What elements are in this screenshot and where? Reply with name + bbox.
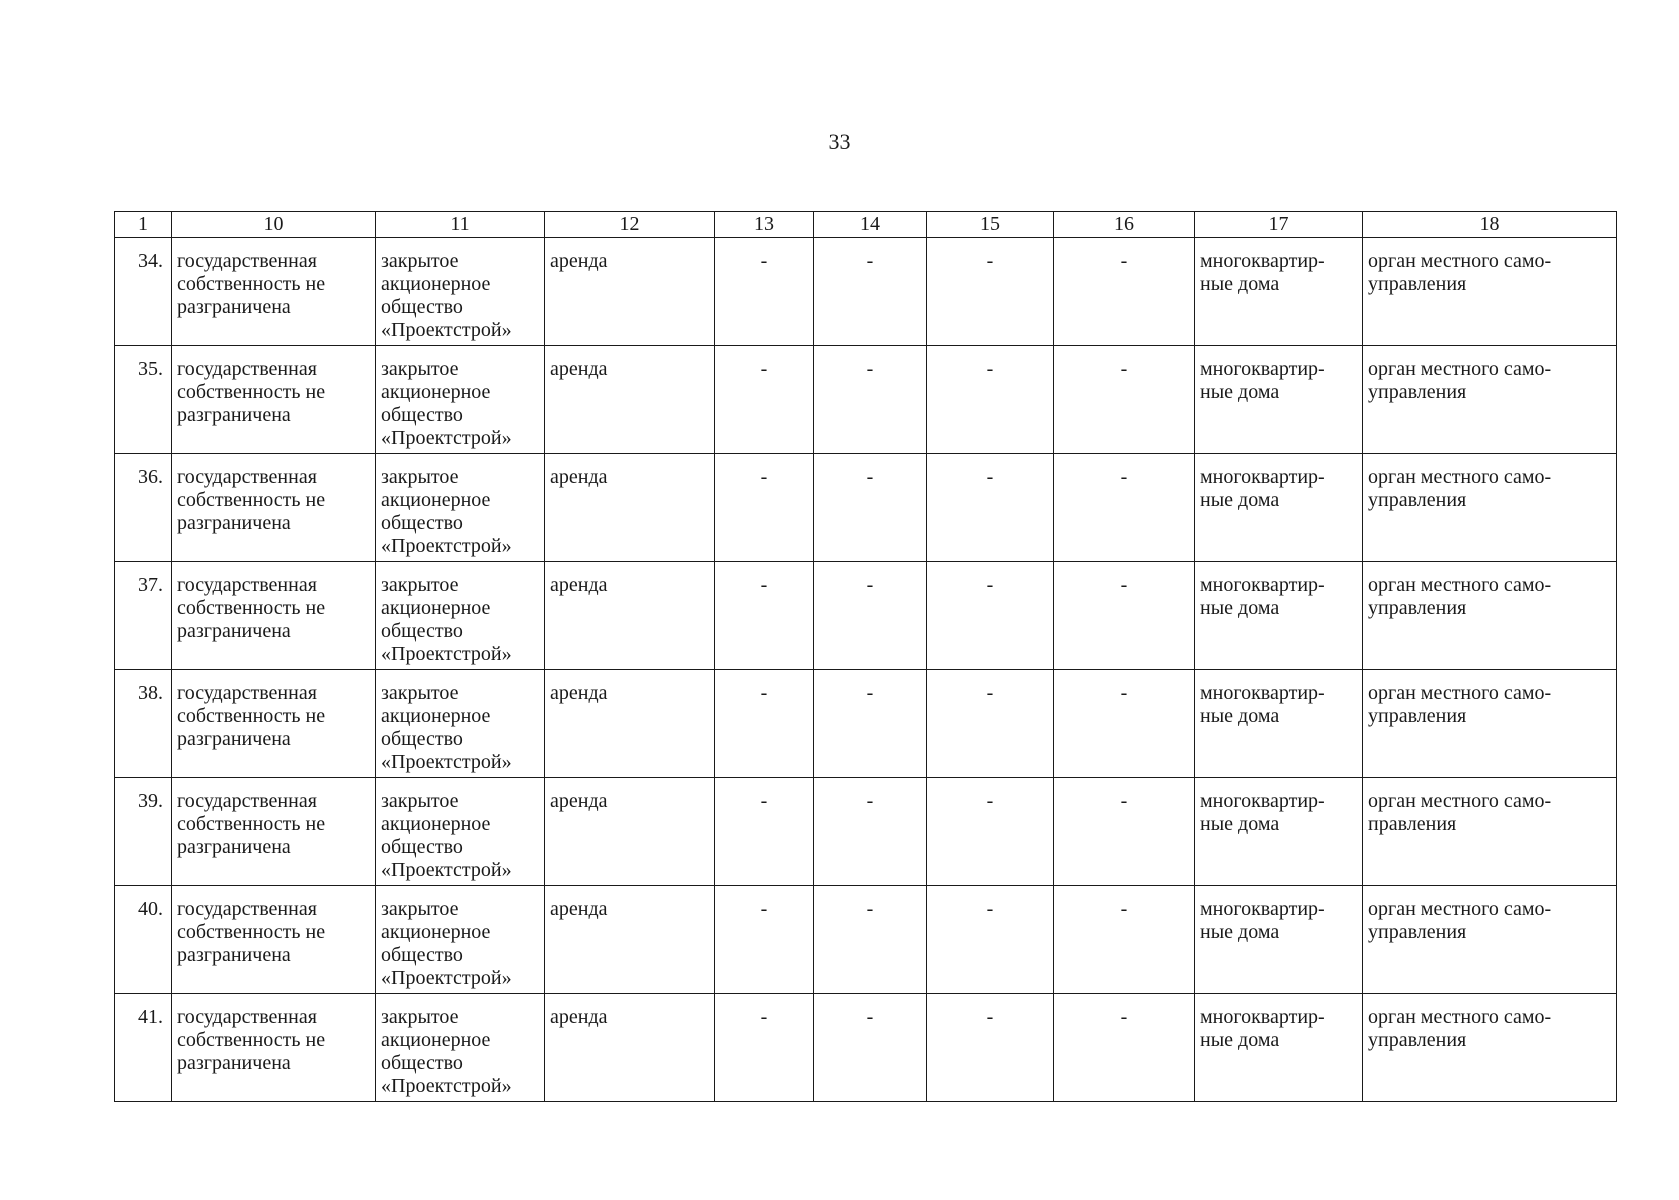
authority-cell	[1363, 994, 1617, 1102]
cell-line: управления	[1368, 921, 1467, 943]
holder-cell	[376, 454, 545, 562]
col13-cell: -	[715, 454, 814, 562]
cell-line: «Проектстрой»	[381, 319, 512, 341]
cell-line: государственная	[177, 574, 317, 596]
cell-line: орган местного само-	[1368, 466, 1552, 488]
col13-cell: -	[715, 346, 814, 454]
cell-line: орган местного само-	[1368, 1006, 1552, 1028]
cell-line: акционерное	[381, 705, 491, 727]
authority-cell	[1363, 670, 1617, 778]
col14-cell: -	[814, 454, 927, 562]
cell-line: закрытое	[381, 1006, 459, 1028]
cell-line: орган местного само-	[1368, 898, 1552, 920]
usage-cell	[1195, 238, 1363, 346]
table-row	[115, 994, 1617, 1102]
cell-line: государственная	[177, 1006, 317, 1028]
col16-cell: -	[1054, 670, 1195, 778]
col15-cell: -	[927, 346, 1054, 454]
right-type-cell: аренда	[545, 238, 715, 346]
col16-cell: -	[1054, 994, 1195, 1102]
column-header: 15	[927, 212, 1054, 238]
col16-cell: -	[1054, 346, 1195, 454]
ownership-cell	[172, 562, 376, 670]
cell-line: многоквартир-	[1200, 574, 1325, 596]
cell-line: многоквартир-	[1200, 1006, 1325, 1028]
cell-line: собственность не	[177, 921, 326, 943]
cell-line: управления	[1368, 489, 1467, 511]
col16-cell: -	[1054, 562, 1195, 670]
cell-line: «Проектстрой»	[381, 535, 512, 557]
authority-cell	[1363, 778, 1617, 886]
cell-line: ные дома	[1200, 1029, 1280, 1051]
right-type-cell: аренда	[545, 562, 715, 670]
cell-line: орган местного само-	[1368, 682, 1552, 704]
cell-line: общество	[381, 1052, 463, 1074]
col15-cell: -	[927, 238, 1054, 346]
cell-line: общество	[381, 404, 463, 426]
cell-line: управления	[1368, 381, 1467, 403]
cell-line: ные дома	[1200, 705, 1280, 727]
cell-line: многоквартир-	[1200, 682, 1325, 704]
right-type-cell: аренда	[545, 778, 715, 886]
cell-line: общество	[381, 728, 463, 750]
column-header: 16	[1054, 212, 1195, 238]
cell-line: общество	[381, 512, 463, 534]
cell-line: государственная	[177, 790, 317, 812]
cell-line: общество	[381, 836, 463, 858]
usage-cell	[1195, 670, 1363, 778]
cell-line: ные дома	[1200, 489, 1280, 511]
column-header: 17	[1195, 212, 1363, 238]
cell-line: государственная	[177, 898, 317, 920]
cell-line: собственность не	[177, 381, 326, 403]
cell-line: разграничена	[177, 296, 291, 318]
cell-line: государственная	[177, 358, 317, 380]
col14-cell: -	[814, 670, 927, 778]
col15-cell: -	[927, 562, 1054, 670]
cell-line: собственность не	[177, 1029, 326, 1051]
right-type-cell: аренда	[545, 454, 715, 562]
usage-cell	[1195, 454, 1363, 562]
col14-cell: -	[814, 886, 927, 994]
col13-cell: -	[715, 886, 814, 994]
page-number: 33	[828, 129, 851, 154]
holder-cell	[376, 238, 545, 346]
cell-line: разграничена	[177, 728, 291, 750]
holder-cell	[376, 778, 545, 886]
right-type-cell: аренда	[545, 670, 715, 778]
cell-line: «Проектстрой»	[381, 967, 512, 989]
column-header: 13	[715, 212, 814, 238]
cell-line: многоквартир-	[1200, 790, 1325, 812]
right-type-cell: аренда	[545, 346, 715, 454]
registry-table	[114, 211, 1617, 1102]
cell-line: «Проектстрой»	[381, 751, 512, 773]
ownership-cell	[172, 778, 376, 886]
cell-line: разграничена	[177, 944, 291, 966]
authority-cell	[1363, 886, 1617, 994]
cell-line: закрытое	[381, 466, 459, 488]
ownership-cell	[172, 238, 376, 346]
authority-cell	[1363, 562, 1617, 670]
col16-cell: -	[1054, 454, 1195, 562]
col14-cell: -	[814, 778, 927, 886]
row-number: 38.	[115, 670, 172, 778]
cell-line: «Проектстрой»	[381, 643, 512, 665]
authority-cell	[1363, 454, 1617, 562]
cell-line: ные дома	[1200, 813, 1280, 835]
cell-line: собственность не	[177, 813, 326, 835]
column-header: 10	[172, 212, 376, 238]
cell-line: «Проектстрой»	[381, 859, 512, 881]
row-number: 37.	[115, 562, 172, 670]
table-row	[115, 778, 1617, 886]
table-row	[115, 886, 1617, 994]
cell-line: общество	[381, 296, 463, 318]
table-row	[115, 346, 1617, 454]
cell-line: ные дома	[1200, 921, 1280, 943]
cell-line: разграничена	[177, 512, 291, 534]
col16-cell: -	[1054, 886, 1195, 994]
cell-line: акционерное	[381, 1029, 491, 1051]
table-row	[115, 238, 1617, 346]
col14-cell: -	[814, 238, 927, 346]
cell-line: управления	[1368, 705, 1467, 727]
cell-line: управления	[1368, 1029, 1467, 1051]
cell-line: многоквартир-	[1200, 466, 1325, 488]
cell-line: акционерное	[381, 921, 491, 943]
col13-cell: -	[715, 670, 814, 778]
row-number: 34.	[115, 238, 172, 346]
col15-cell: -	[927, 454, 1054, 562]
cell-line: закрытое	[381, 790, 459, 812]
ownership-cell	[172, 454, 376, 562]
cell-line: разграничена	[177, 1052, 291, 1074]
row-number: 39.	[115, 778, 172, 886]
cell-line: государственная	[177, 250, 317, 272]
cell-line: акционерное	[381, 597, 491, 619]
cell-line: управления	[1368, 597, 1467, 619]
ownership-cell	[172, 886, 376, 994]
usage-cell	[1195, 778, 1363, 886]
cell-line: закрытое	[381, 250, 459, 272]
header-row	[115, 212, 1617, 238]
col16-cell: -	[1054, 238, 1195, 346]
cell-line: ные дома	[1200, 597, 1280, 619]
col15-cell: -	[927, 778, 1054, 886]
cell-line: закрытое	[381, 358, 459, 380]
holder-cell	[376, 994, 545, 1102]
cell-line: ные дома	[1200, 273, 1280, 295]
cell-line: правления	[1368, 813, 1457, 835]
cell-line: акционерное	[381, 381, 491, 403]
holder-cell	[376, 562, 545, 670]
col14-cell: -	[814, 346, 927, 454]
cell-line: «Проектстрой»	[381, 427, 512, 449]
row-number: 36.	[115, 454, 172, 562]
table-row	[115, 670, 1617, 778]
col14-cell: -	[814, 994, 927, 1102]
table-row	[115, 562, 1617, 670]
col13-cell: -	[715, 562, 814, 670]
cell-line: государственная	[177, 682, 317, 704]
cell-line: орган местного само-	[1368, 790, 1552, 812]
cell-line: закрытое	[381, 682, 459, 704]
right-type-cell: аренда	[545, 994, 715, 1102]
row-number: 40.	[115, 886, 172, 994]
column-header: 1	[115, 212, 172, 238]
cell-line: акционерное	[381, 489, 491, 511]
cell-line: закрытое	[381, 898, 459, 920]
col13-cell: -	[715, 778, 814, 886]
authority-cell	[1363, 238, 1617, 346]
column-header: 12	[545, 212, 715, 238]
cell-line: собственность не	[177, 273, 326, 295]
cell-line: разграничена	[177, 620, 291, 642]
cell-line: управления	[1368, 273, 1467, 295]
right-type-cell: аренда	[545, 886, 715, 994]
cell-line: акционерное	[381, 273, 491, 295]
column-header: 18	[1363, 212, 1617, 238]
col15-cell: -	[927, 886, 1054, 994]
ownership-cell	[172, 670, 376, 778]
col16-cell: -	[1054, 778, 1195, 886]
usage-cell	[1195, 994, 1363, 1102]
cell-line: государственная	[177, 466, 317, 488]
column-header: 11	[376, 212, 545, 238]
cell-line: многоквартир-	[1200, 898, 1325, 920]
row-number: 35.	[115, 346, 172, 454]
cell-line: многоквартир-	[1200, 358, 1325, 380]
cell-line: собственность не	[177, 597, 326, 619]
ownership-cell	[172, 994, 376, 1102]
holder-cell	[376, 346, 545, 454]
col15-cell: -	[927, 670, 1054, 778]
holder-cell	[376, 670, 545, 778]
col15-cell: -	[927, 994, 1054, 1102]
cell-line: собственность не	[177, 489, 326, 511]
cell-line: «Проектстрой»	[381, 1075, 512, 1097]
usage-cell	[1195, 886, 1363, 994]
cell-line: многоквартир-	[1200, 250, 1325, 272]
authority-cell	[1363, 346, 1617, 454]
row-number: 41.	[115, 994, 172, 1102]
cell-line: закрытое	[381, 574, 459, 596]
column-header: 14	[814, 212, 927, 238]
col13-cell: -	[715, 994, 814, 1102]
cell-line: общество	[381, 620, 463, 642]
cell-line: разграничена	[177, 404, 291, 426]
holder-cell	[376, 886, 545, 994]
cell-line: ные дома	[1200, 381, 1280, 403]
usage-cell	[1195, 346, 1363, 454]
table-row	[115, 454, 1617, 562]
cell-line: орган местного само-	[1368, 358, 1552, 380]
cell-line: собственность не	[177, 705, 326, 727]
cell-line: орган местного само-	[1368, 574, 1552, 596]
table-body	[115, 238, 1617, 1102]
usage-cell	[1195, 562, 1363, 670]
col13-cell: -	[715, 238, 814, 346]
cell-line: разграничена	[177, 836, 291, 858]
table-header	[115, 212, 1617, 238]
cell-line: акционерное	[381, 813, 491, 835]
cell-line: орган местного само-	[1368, 250, 1552, 272]
ownership-cell	[172, 346, 376, 454]
cell-line: общество	[381, 944, 463, 966]
col14-cell: -	[814, 562, 927, 670]
